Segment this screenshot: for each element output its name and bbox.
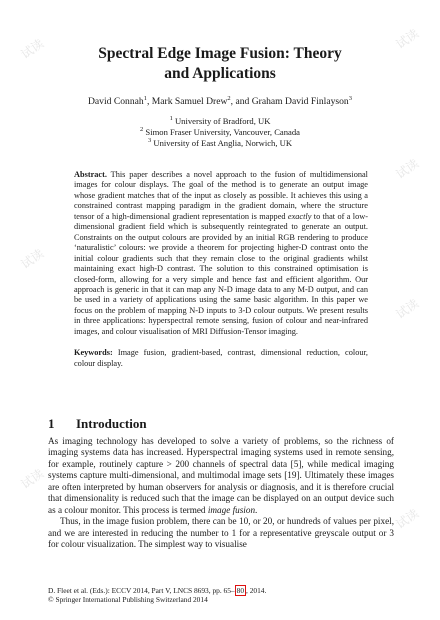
author-separator: , and	[230, 96, 252, 107]
author-affil-mark: 2	[227, 94, 231, 102]
page-footer	[48, 586, 394, 604]
watermark: 试读	[18, 466, 47, 492]
section-number: 1	[48, 416, 55, 431]
emphasis-term: image fusion	[207, 504, 256, 515]
affil-text: University of Bradford, UK	[174, 116, 271, 126]
paragraph-text: . Ultimately these images are often interpreted by human observers for analysis or diagnosis, and it is therefore crucial that dimensionality is reduced such that the image can be displayed on an output device such as a colour monitor. This process is termed	[48, 470, 394, 515]
affiliation	[60, 127, 380, 138]
affil-text: Simon Fraser University, Vancouver, Canada	[145, 127, 300, 137]
author-name: Mark Samuel Drew	[151, 96, 228, 107]
affiliation	[60, 138, 380, 149]
affiliation-list	[60, 116, 380, 149]
abstract-text: This paper describes a novel approach to the fusion of multidimensional images for colour displays. The goal of the method is to generate an output image whose gradient matches that of the input as closely as possible. It achieves this using a constrained contrast mapping paradigm in the gradient domain, where the structure tensor of a high-dimensional gradient representation is mapped	[74, 170, 368, 221]
author-name: David Connah	[88, 96, 144, 107]
section-heading	[48, 416, 348, 432]
watermark: 试读	[393, 156, 422, 182]
watermark: 试读	[393, 26, 422, 52]
section-title: Introduction	[76, 416, 147, 431]
author-affil-mark: 3	[348, 94, 352, 102]
abstract-text-cont: to that of a low-dimensional gradient field which is subsequently reintegrated to generate an output. Constraints on the output colours are provided by an initial RGB rendering to produce ‘naturalistic’ colours: we provide a theorem for projecting higher-D contrast onto the initial colour gradients such that they remain close to the original gradients whilst maintaining exact high-D contrast. The solution to this constrained optimisation is closed-form, allowing for a very simple and hence fast and efficient algorithm. Our approach is generic in that it can map any N-D image data to any M-D output, and can be used in a variety of applications using the same basic algorithm. In this paper we focus on the problem of mapping N-D inputs to 3-D colour outputs. We present results in three applications: hyperspectral remote sensing, fusion of colour and near-infrared images, and colour visualisation of MRI Diffusion-Tensor imaging.	[74, 211, 368, 336]
title-line-1: Spectral Edge Image Fusion: Theory	[98, 45, 342, 62]
paragraph-text: .	[255, 504, 258, 515]
watermark: 试读	[393, 506, 422, 532]
abstract-label: Abstract.	[74, 170, 107, 179]
footer-text: , 2014.	[246, 586, 267, 595]
affil-mark: 1	[169, 115, 173, 123]
title-line-2: and Applications	[164, 65, 276, 82]
abstract-emphasis: exactly	[287, 211, 312, 221]
keywords-label: Keywords:	[74, 348, 113, 357]
affiliation	[60, 116, 380, 127]
affil-mark: 2	[140, 126, 144, 134]
body-text	[48, 436, 394, 551]
watermark: 试读	[18, 246, 47, 272]
affil-text: University of East Anglia, Norwich, UK	[153, 138, 293, 148]
author-list	[20, 96, 420, 108]
watermark: 试读	[393, 296, 422, 322]
footer-text: D. Fleet et al. (Eds.): ECCV 2014, Part V, LNCS 8693, pp. 65–	[48, 586, 235, 595]
paragraph-text: , while medical imaging systems capture multi-dimensional, and multimodal image sets	[48, 458, 394, 481]
paragraph	[48, 436, 394, 516]
author-name: Graham David Finlayson	[251, 96, 349, 107]
citation-link[interactable]: [19]	[284, 470, 300, 481]
abstract	[74, 170, 368, 337]
citation-info	[48, 586, 394, 595]
keywords	[74, 348, 368, 369]
paragraph: Thus, in the image fusion problem, there can be 10, or 20, or hundreds of values per pixel, and we are interested in reducing the number to 1 for a representative greyscale output or 3 for colour visualization. The simplest way to visualise	[48, 516, 394, 550]
page-range-link[interactable]: 80	[236, 586, 245, 595]
paper-title	[40, 44, 400, 84]
author-separator: ,	[146, 96, 152, 107]
keywords-text: Image fusion, gradient-based, contrast, dimensional reduction, colour, colour display.	[74, 348, 368, 368]
author-affil-mark: 1	[143, 94, 147, 102]
watermark: 试读	[18, 36, 47, 62]
paragraph-text: As imaging technology has developed to solve a variety of problems, so the richness of imaging systems data has increased. Hyperspectral imaging systems used in remote sensing, for example, routinely capture > 200 channels of spectral data	[48, 436, 394, 469]
citation-link[interactable]: [5]	[290, 458, 302, 469]
copyright-notice: © Springer International Publishing Switzerland 2014	[48, 595, 208, 604]
affil-mark: 3	[147, 137, 152, 145]
